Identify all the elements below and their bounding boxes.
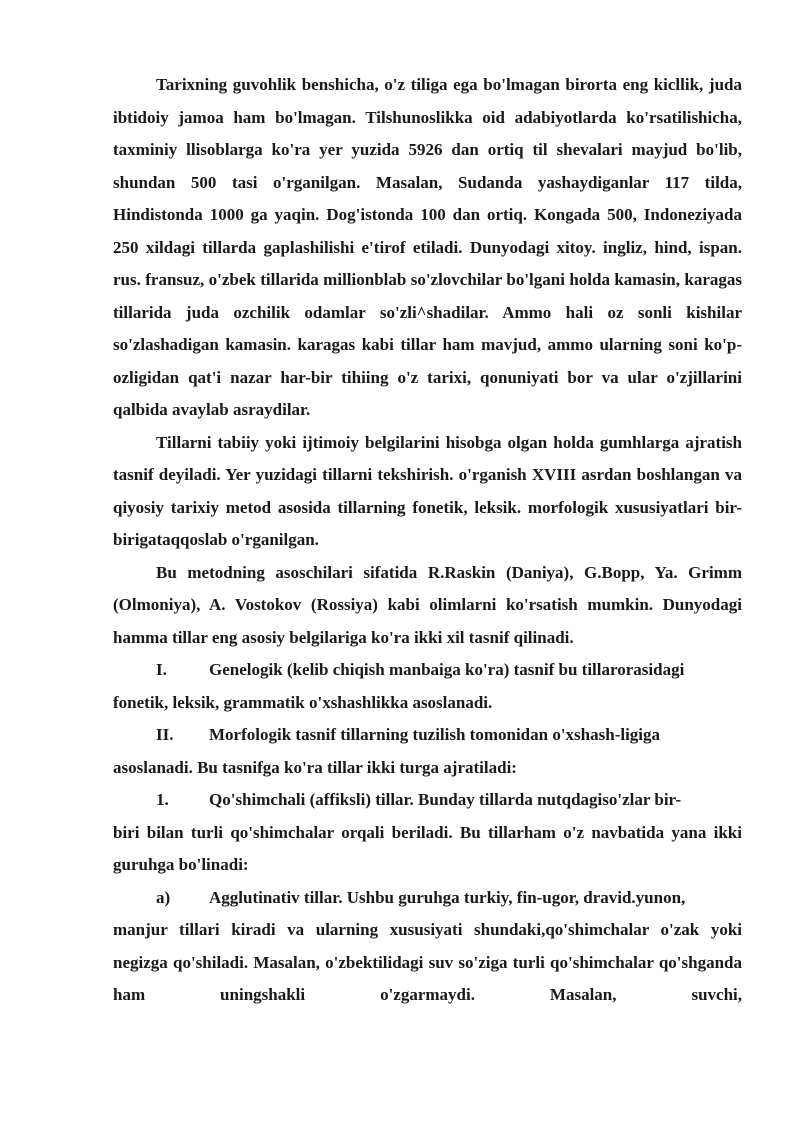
paragraph-method-founders: Bu metodning asoschilari sifatida R.Raskin (Daniya), G.Bopp, Ya. Grimm (Olmoniya), A. Vostokov (Rossiya) kabi olimlarni ko'rsatish mumkin. Dunyodagi hamma tillar eng asosiy belgilariga ko'ra ikki xil tasnif qilinadi. — [113, 562, 742, 647]
list-item-agglutinative — [113, 882, 742, 1012]
list-item-text: Genelogik (kelib chiqish manbaiga ko'ra) tasnif bu tillarorasidagi — [209, 660, 685, 679]
list-marker: a) — [156, 887, 171, 907]
list-item-text: Agglutinativ tillar. Ushbu guruhga turkiy, fin-ugor, dravid.yunon, — [209, 887, 686, 907]
list-item-continuation: asoslanadi. Bu tasnifga ko'ra tillar ikki turga ajratiladi: — [113, 757, 517, 777]
list-marker: 1. — [156, 790, 169, 809]
list-item-continuation: biri bilan turli qo'shimchalar orqali beriladi. Bu tillarham o'z navbatida yana ikki guruhga bo'linadi: — [113, 822, 742, 874]
list-item-genealogical — [113, 654, 742, 719]
list-marker: II. — [156, 725, 174, 744]
paragraph-intro: Tarixning guvohlik benshicha, o'z tiliga ega bo'lmagan birorta eng kicllik, juda ibtidoiy jamoa ham bo'lmagan. Tilshunoslikka oid adabiyotlarda ko'rsatilishicha, taxminiy llisoblarga ko'ra yer yuzida 5926 dan ortiq til shevalari mayjud bo'lib, shundan 500 tasi o'rganilgan. Masalan, Sudanda yashaydiganlar 117 tilda, Hindistonda 1000 ga yaqin. Dog'istonda 100 dan ortiq. Kongada 500, Indoneziyada 250 xildagi tillarda gaplashilishi e'tirof etiladi. Dunyodagi xitoy. ingliz, hind, ispan. rus. fransuz, o'zbek tillarida millionblab so'zlovchilar bo'lgani holda kamasin, karagas tillarida juda ozchilik odamlar so'zli^shadilar. Ammo hali oz sonli kishilar so'zlashadigan kamasin. karagas kabi tillar ham mavjud, ammo ularning soni ko'p-ozligidan qat'i nazar har-bir tihiing o'z tarixi, qonuniyati bor va ular o'zjillarini qalbida avaylab asraydilar. — [113, 75, 742, 419]
list-item-morphological — [113, 719, 742, 784]
list-item-affixal — [113, 784, 742, 882]
list-item-text: Qo'shimchali (affiksli) tillar. Bunday tillarda nutqdagiso'zlar bir- — [209, 790, 682, 809]
paragraph-classification: Tillarni tabiiy yoki ijtimoiy belgilarini hisobga olgan holda gumhlarga ajratish tasnif deyiladi. Yer yuzidagi tillarni tekshirish. o'rganish XVIII asrdan boshlangan va qiyosiy tarixiy metod asosida tillarning fonetik, leksik. morfologik xususiyatlari bir-birigataqqoslab o'rganilgan. — [113, 432, 742, 549]
list-item-continuation: fonetik, leksik, grammatik o'xshashlikka asoslanadi. — [113, 692, 493, 712]
list-marker: I. — [156, 660, 167, 679]
list-item-text: Morfologik tasnif tillarning tuzilish tomonidan o'xshash-ligiga — [209, 725, 661, 744]
list-item-continuation: manjur tillari kiradi va ularning xususiyati shundaki,qo'shimchalar o'zak yoki negizga qo'shiladi. Masalan, o'zbektilidagi suv so'ziga turli qo'shimchalar qo'shganda ham uningshakli o'zgarmaydi. Masalan, suvchi, — [113, 920, 742, 1004]
